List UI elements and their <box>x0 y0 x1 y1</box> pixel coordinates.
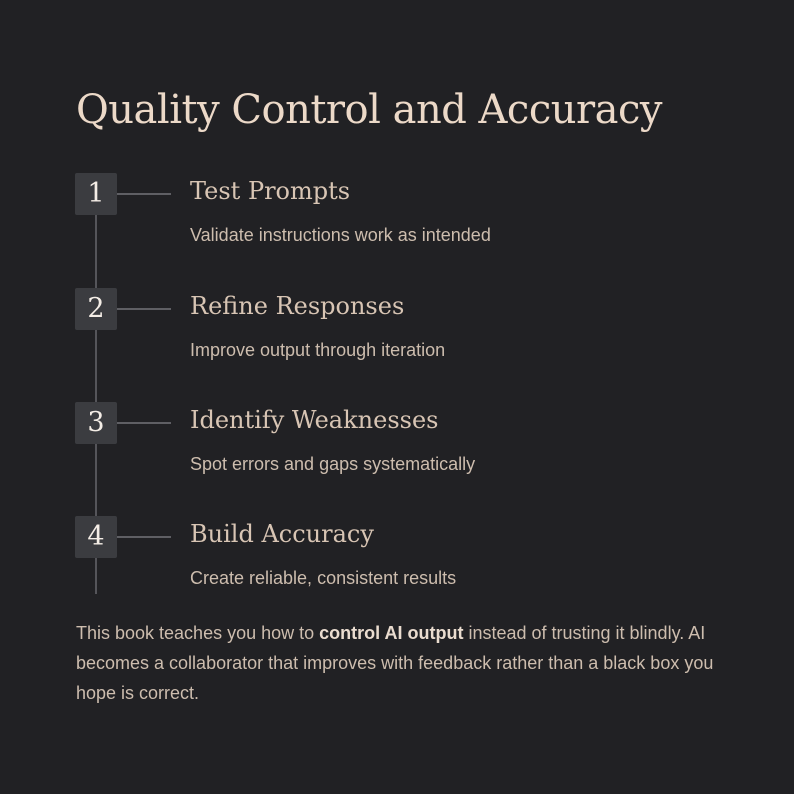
step-1 <box>75 173 755 253</box>
step-title-2: Refine Responses <box>190 292 405 320</box>
summary-paragraph <box>76 618 726 708</box>
step-connector-1 <box>117 193 171 195</box>
step-3 <box>75 402 755 482</box>
step-description-1: Validate instructions work as intended <box>190 225 491 245</box>
step-number-4: 4 <box>75 516 117 558</box>
step-description-4: Create reliable, consistent results <box>190 568 457 588</box>
step-connector-3 <box>117 422 171 424</box>
step-2 <box>75 288 755 368</box>
step-4 <box>75 516 755 596</box>
step-connector-4 <box>117 536 171 538</box>
step-description-2: Improve output through iteration <box>190 340 446 360</box>
step-title-3: Identify Weaknesses <box>190 406 439 434</box>
summary-text-start: This book teaches you how to <box>76 623 320 643</box>
step-number-3: 3 <box>75 402 117 444</box>
summary-emphasis: control AI output <box>319 623 464 643</box>
step-number-1: 1 <box>75 173 117 215</box>
step-title-1: Test Prompts <box>190 177 351 205</box>
summary-text-end: instead of trusting it blindly. AI becomes a collaborator that improves with feedback rather than a black box you hope is correct. <box>76 623 714 703</box>
step-number-2: 2 <box>75 288 117 330</box>
step-description-3: Spot errors and gaps systematically <box>190 454 476 474</box>
step-connector-2 <box>117 308 171 310</box>
page-title: Quality Control and Accuracy <box>76 87 662 133</box>
step-title-4: Build Accuracy <box>190 520 374 548</box>
